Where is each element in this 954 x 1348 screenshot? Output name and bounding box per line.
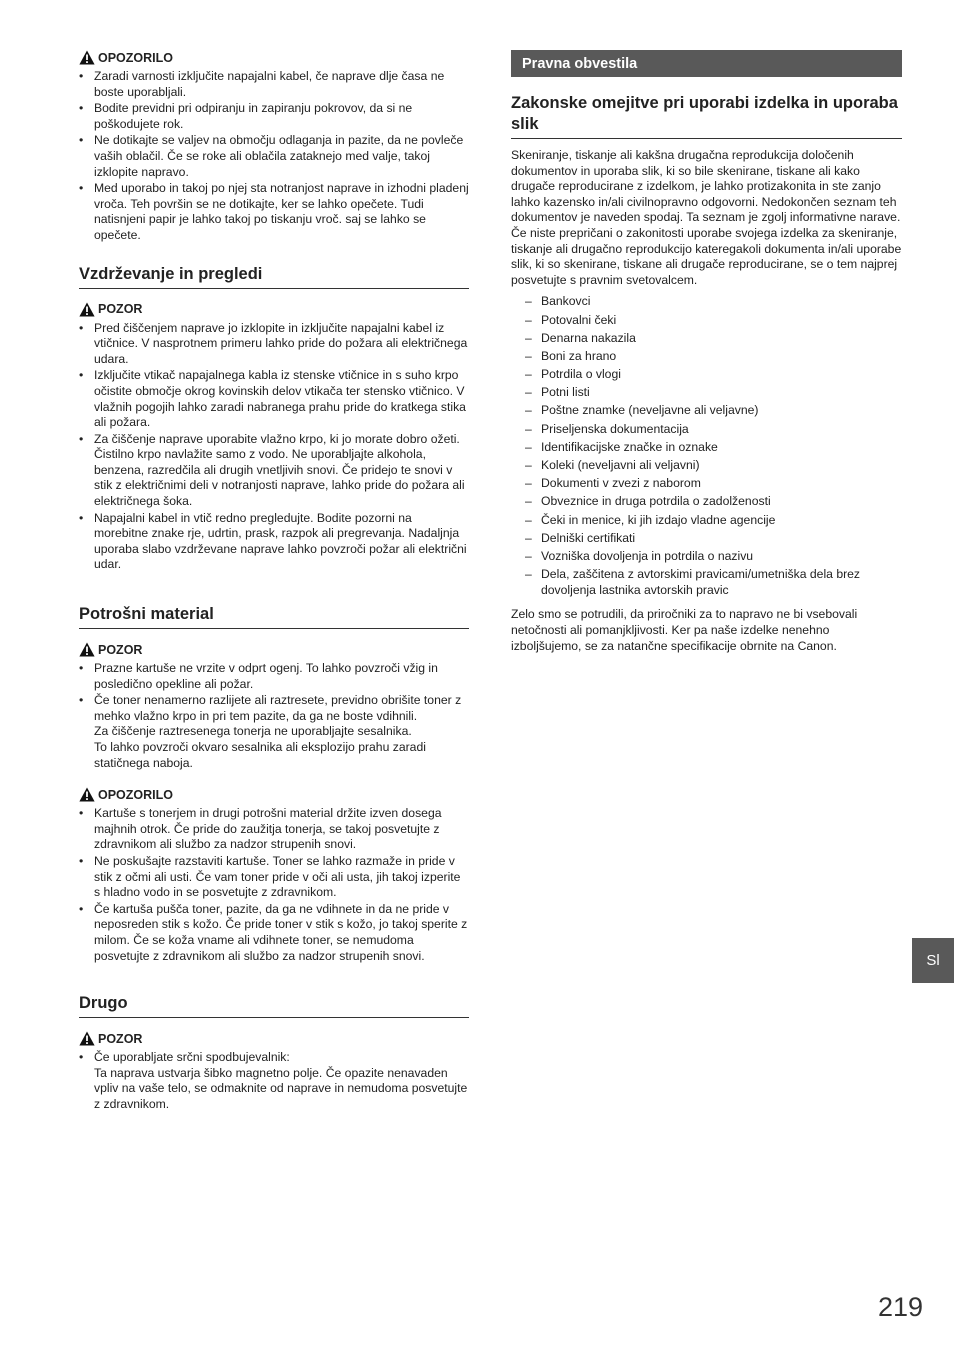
warning-heading xyxy=(79,787,469,802)
caution-heading xyxy=(79,302,469,317)
caution-label: POZOR xyxy=(98,642,143,657)
list-item: • Pred čiščenjem naprave jo izklopite in izključite napajalni kabel iz vtičnice. V nasprotnem primeru lahko pride do požara ali električnega udara. xyxy=(79,321,469,368)
caution-heading xyxy=(79,642,469,657)
intro-paragraph: Skeniranje, tiskanje ali kakšna drugačna reprodukcija določenih dokumentov in uporaba slik, ki so bile skenirane, tiskane ali kako drugače reproducirane z izdelkom, je lahko protizakonita in ste zanjo lahko kazensko in/ali civilnopravno odgovorni. Nedokončen seznam teh dokumentov je naveden spodaj. Ta seznam je zgolj informativne narave. Če niste prepričani o zakonitosti uporabe svojega izdelka za skeniranje, tiskanje ali drugačno reprodukcijo kateregakoli dokumenta in/ali uporabe slik, ki so skenirane, tiskane ali drugače reproducirane, se o tem najprej posvetujte s pravnim svetovalcem. xyxy=(511,148,902,287)
list-item: • Za čiščenje naprave uporabite vlažno krpo, ki jo morate dobro ožeti. Čistilno krpo navlažite samo z vodo. Ne uporabljajte alkohola, benzena, razredčila ali drugih vnetljivih snovi. Če pridejo te snovi v stik z električnimi deli v notranjosti naprave, lahko pride do požara ali električnega šoka. xyxy=(79,432,469,510)
section-bar-legal: Pravna obvestila xyxy=(511,50,902,77)
caution-list xyxy=(79,1050,469,1112)
caution-label: POZOR xyxy=(98,1031,143,1046)
list-item: – Potni listi xyxy=(511,385,902,401)
list-item: – Čeki in menice, ki jih izdajo vladne agencije xyxy=(511,513,902,529)
list-item: • Če uporabljate srčni spodbujevalnik: Ta naprava ustvarja šibko magnetno polje. Če opazite nenavaden vpliv na vaše telo, se odmaknite od naprave in nemudoma posvetujte z zdravnikom. xyxy=(79,1050,469,1112)
list-item: – Koleki (neveljavni ali veljavni) xyxy=(511,458,902,474)
list-item: • Ne dotikajte se valjev na območju odlaganja in pazite, da ne povleče vaših oblačil. Če se roke ali oblačila zataknejo med valje, takoj izklopite napravo. xyxy=(79,133,469,180)
page-number: 219 xyxy=(878,1292,924,1322)
warning-label: OPOZORILO xyxy=(98,787,173,802)
caution-list xyxy=(79,661,469,771)
left-column xyxy=(79,50,469,1114)
list-item: – Potrdila o vlogi xyxy=(511,367,902,383)
list-item: • Če kartuša pušča toner, pazite, da ga ne vdihnete in da ne pride v neposreden stik s kožo. Če pride toner v stik s kožo, jo takoj sperite z milom. Če se koža vname ali vdihnete toner, se nemudoma posvetujte z zdravnikom ali službo za nadzor strupenih snovi. xyxy=(79,902,469,964)
warning-triangle-icon xyxy=(79,302,95,317)
list-item: – Denarna nakazila xyxy=(511,331,902,347)
list-item: – Potovalni čeki xyxy=(511,313,902,329)
section-title-consumables: Potrošni material xyxy=(79,605,469,629)
warning-triangle-icon xyxy=(79,1031,95,1046)
list-item: • Če toner nenamerno razlijete ali raztresete, previdno obrišite toner z mehko vlažno krpo in pri tem pazite, da ga ne boste vdihnili. Za čiščenje raztresenega tonerja ne uporabljajte sesalnika. To lahko povzroči okvaro sesalnika ali eksplozijo prahu zaradi statičnega naboja. xyxy=(79,693,469,771)
list-item: • Prazne kartuše ne vrzite v odprt ogenj. To lahko povzroči vžig in posledično opekline ali požar. xyxy=(79,661,469,692)
subsection-title: Zakonske omejitve pri uporabi izdelka in uporaba slik xyxy=(511,93,902,139)
warning-triangle-icon xyxy=(79,50,95,65)
list-item: – Delniški certifikati xyxy=(511,531,902,547)
list-item: • Izključite vtikač napajalnega kabla iz stenske vtičnice in s suho krpo očistite območje okrog kovinskih delov vtikača ter stensko vtičnico. V vlažnih pogojih lahko zaradi nabranega prahu pride do kratkega stika ali požara. xyxy=(79,368,469,430)
list-item: • Med uporabo in takoj po njej sta notranjost naprave in izhodni pladenj vroča. Teh površin se ne dotikajte, ker se lahko opečete. Tudi natisnjeni papir je lahko takoj po tiskanju vroč. saj se lahko se opečete. xyxy=(79,181,469,243)
outro-paragraph: Zelo smo se potrudili, da priročniki za to napravo ne bi vsebovali netočnosti ali pomanjkljivosti. Ker pa naše izdelke nenehno izboljšujemo, se za natančne specifikacije obrnite na Canon. xyxy=(511,607,858,653)
warning-triangle-icon xyxy=(79,642,95,657)
warning-heading xyxy=(79,50,469,65)
list-item: – Dela, zaščitena z avtorskimi pravicami/umetniška dela brez dovoljenja lastnika avtorskih pravic xyxy=(511,567,902,598)
list-item: • Kartuše s tonerjem in drugi potrošni material držite izven dosega majhnih otrok. Če pride do zaužitja tonerja, se takoj posvetujte z zdravnikom ali službo za nadzor strupenih snovi. xyxy=(79,806,469,853)
list-item: – Obveznice in druga potrdila o zadolženosti xyxy=(511,494,902,510)
list-item: – Poštne znamke (neveljavne ali veljavne) xyxy=(511,403,902,419)
warning-list xyxy=(79,806,469,964)
list-item: – Vozniška dovoljenja in potrdila o nazivu xyxy=(511,549,902,565)
section-title-maintenance: Vzdrževanje in pregledi xyxy=(79,265,469,289)
language-tab: Sl xyxy=(912,938,954,983)
warning-label: OPOZORILO xyxy=(98,50,173,65)
list-item: • Zaradi varnosti izključite napajalni kabel, če naprave dlje časa ne boste uporabljali. xyxy=(79,69,469,100)
list-item: • Bodite previdni pri odpiranju in zapiranju pokrovov, da si ne poškodujete rok. xyxy=(79,101,469,132)
list-item: – Identifikacijske značke in oznake xyxy=(511,440,902,456)
list-item: – Priseljenska dokumentacija xyxy=(511,422,902,438)
caution-label: POZOR xyxy=(98,302,143,317)
list-item: – Boni za hrano xyxy=(511,349,902,365)
caution-list xyxy=(79,321,469,574)
warning-list xyxy=(79,69,469,244)
section-title-other: Drugo xyxy=(79,994,469,1018)
caution-heading xyxy=(79,1031,469,1046)
warning-triangle-icon xyxy=(79,787,95,802)
list-item: • Napajalni kabel in vtič redno pregledujte. Bodite pozorni na morebitne znake rje, udrtin, prask, razpok ali pregrevanja. Nadaljnja uporaba slabo vzdrževane naprave lahko povzroči požar ali električni udar. xyxy=(79,511,469,573)
right-column xyxy=(511,50,902,654)
list-item: – Dokumenti v zvezi z naborom xyxy=(511,476,902,492)
list-item: – Bankovci xyxy=(511,294,902,310)
restricted-documents-list xyxy=(511,294,902,598)
list-item: • Ne poskušajte razstaviti kartuše. Toner se lahko razmaže in pride v stik z očmi ali usti. Če vam toner pride v oči ali usta, jih takoj izperite s hladno vodo in se posvetujte z zdravnikom. xyxy=(79,854,469,901)
